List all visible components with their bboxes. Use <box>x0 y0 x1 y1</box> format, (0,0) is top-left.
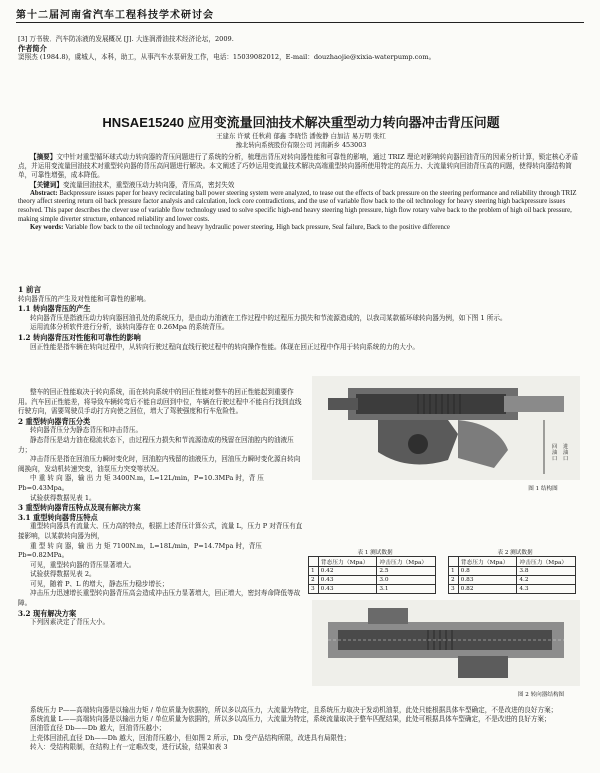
table-cell: 4.2 <box>517 576 576 585</box>
table-header-row <box>309 557 436 567</box>
paragraph-1: 转向器背压是指液压动力转向器回油孔处的系统压力，是由动力油液在工作过程中的过程压力损失和节流源造成的，以我司某款循环球转向器为例，如下图 1 所示。 <box>30 313 507 322</box>
figure-1-drawing <box>308 374 584 482</box>
paragraph-7: 冲击背压是指在回油压力瞬时变化时，回油腔内残留的油液压力，回油压力瞬时变化源自转向阀换向，发动机转速突变，油泵压力突变等状况。 <box>18 455 301 473</box>
table-cell: 1 <box>449 567 459 576</box>
section-1-2-heading: 1.2 转向器背压对性能和可靠性的影响 <box>18 332 141 342</box>
front-matter <box>18 35 584 62</box>
paragraph-21: 转入：受结构限制，在结构上有一定难改变，进行试验，结果如表 3 <box>30 742 228 751</box>
keywords-en-label: Key words: <box>30 224 64 232</box>
abstract-cn-text: 文中针对重型循环球式动力转向器的背压问题进行了系统的分析，梳理出背压对转向器性能和可靠性的影响，通过 TRIZ 理论对影响转向器回油背压的因素分析计算，锁定核心矛盾点，并运用变流量回油技术对重型转向器的背压高问题进行解决。本文阐述了巧妙运用变流量技术解决高端重型转向器所使用特定的高压力、大流量转向回油背压高的问题，使得转向器结构简单，可靠性增强，成本降低。 <box>18 153 579 180</box>
table-row <box>309 567 436 576</box>
table-cell: 0.43 <box>318 585 377 594</box>
keywords-cn-text: 变流量回油技术，重型液压动力转向器，背压高，密封失效 <box>62 180 235 189</box>
paragraph-15: 冲击压力迅速增长重型转向器背压高会造成冲击压力显著增大，回正增大，密封寿命降低等故障。 <box>18 589 301 608</box>
table-cell: 0.82 <box>458 585 517 594</box>
section-3-1-heading: 3.1 重型转向器背压特点 <box>18 512 98 522</box>
table-2-caption: 表 2 测试数据 <box>497 550 533 556</box>
table-1-grid <box>308 556 436 594</box>
table-header-cell <box>449 557 459 567</box>
table-header-row <box>449 557 576 567</box>
paragraph-20: 上壳体回油孔直径 Dh——Dh 越大，回油背压越小，但如图 2 所示，Dh 受产品结构所限，改进具有局限性； <box>30 733 351 742</box>
table-cell: 3 <box>309 585 319 594</box>
paper-affiliation: 豫北转向系统股份有限公司 河南新乡 453003 <box>235 141 367 149</box>
table-header-cell: 冲击压力（Mpa） <box>377 557 436 567</box>
table-1-caption: 表 1 测试数据 <box>357 550 393 556</box>
table-header-cell <box>309 557 319 567</box>
table-header-cell: 背态压力（Mpa） <box>458 557 517 567</box>
table-cell: 2.5 <box>377 567 436 576</box>
section-1-1-heading: 1.1 转向器背压的产生 <box>18 304 91 314</box>
figure-1-label-return: 回油口 <box>552 444 558 462</box>
section-1-heading: 1 前言 <box>18 285 42 294</box>
table-cell: 0.8 <box>458 567 517 576</box>
section-3-2-heading: 3.2 现有解决方案 <box>18 608 77 618</box>
paragraph-10: 重型转向器具有流量大、压力高的特点，根据上述背压计算公式，流量 L，压力 P 对背压有直接影响，以某款转向器为例， <box>18 522 303 540</box>
paragraph-13: 试验获得数据见表 2。 <box>30 570 96 579</box>
table-cell: 3 <box>449 585 459 594</box>
abstract-block <box>18 153 584 233</box>
abstract-en-label: Abstract: <box>30 189 58 197</box>
paragraph-12: 可见，重型转向器的背压显著增大。 <box>30 560 136 569</box>
table-2 <box>448 548 582 594</box>
paragraph-14: 可见，随着 P、L 的增大，静态压力稳步增长； <box>30 579 169 588</box>
figure-2 <box>308 598 584 698</box>
table-row <box>449 567 576 576</box>
paragraph-8: 中 重 转 向 器，输 出 力 矩 3400N.m，L=12L/min，P=10.3MPa 时，背 压 Pb=0.43Mpa。 <box>18 474 264 492</box>
paper-title: HNSAE15240 应用变流量回油技术解决重型动力转向器冲击背压问题 <box>102 115 500 130</box>
figure-1-label-inlet: 进油口 <box>563 444 569 462</box>
abstract-en-text: Backpressure issues paper for heavy recirculating ball power steering system were analyzed, to tease out the effects of back pressure on the steering performance and reliability through TRIZ theory affect steering return oil back pressure factor analysis and calculation, lock core contradictions, and the use of variable flow back to the oil technology for heavy steering high backpressure issues resolved. This paper describes the clever use of variable flow technology used to solve specific high-end heavy steering high pressure, high flow rotary valve back to the problem of high oil back pressure, making simple diverter structure, enhanced reliability and lower costs. <box>18 189 577 223</box>
section-3-heading: 3 重型转向器背压特点及现有解决方案 <box>18 503 141 513</box>
bottom-block <box>18 706 584 752</box>
keywords-en-text: Variable flow back to the oil technology and heavy hydraulic power steering, High back pressure, Seal failure, Back to the positive difference <box>65 224 450 232</box>
table-cell: 4.3 <box>517 585 576 594</box>
section-2-heading: 2 重型转向器背压分类 <box>18 416 91 426</box>
table-cell: 0.43 <box>318 576 377 585</box>
section-1-intro: 转向器背压的产生及对性能和可靠性的影响。 <box>18 294 150 303</box>
table-cell: 3.0 <box>377 576 436 585</box>
table-row <box>449 576 576 585</box>
table-2-grid <box>448 556 576 594</box>
paragraph-5: 转向器背压分为静态背压和冲击背压。 <box>30 426 143 435</box>
figure-2-drawing <box>308 598 584 688</box>
paragraph-11: 重 型 转 向 器，输 出 力 矩 7100N.m，L=18L/min，P=14.7Mpa 时，背压 Pb=0.82MPa。 <box>18 541 262 560</box>
table-header-cell: 冲击压力（Mpa） <box>517 557 576 567</box>
paragraph-6: 静态背压是动力油在稳流状态下，由过程压力损失和节流源造成的残留在回油腔内的油液压力； <box>18 435 294 454</box>
table-cell: 0.42 <box>318 567 377 576</box>
table-row <box>309 576 436 585</box>
paragraph-18: 系统流量 L——高端转向器是以输出力矩 / 单位质量为依据的，所以多以高压力，大流量为特定，系统流量取决于整车匹配结果，此处可根据具体车型确定，不是改进的良好方案； <box>30 715 551 724</box>
table-row <box>449 585 576 594</box>
table-header-cell: 背态压力（Mpa） <box>318 557 377 567</box>
paragraph-19: 回油管直径 Db——Db 越大，回油背压越小； <box>30 724 166 733</box>
figure-1-caption: 图 1 结构图 <box>528 486 558 492</box>
figure-1 <box>308 374 584 492</box>
table-row <box>309 585 436 594</box>
paper-authors: 王建东 许斌 任秋莉 郁鑫 李晓岱 潘俊静 白加洁 易万明 张红 <box>216 132 386 140</box>
figure-2-caption: 图 2 转向器结构图 <box>517 692 565 698</box>
paragraph-9: 试验获得数据见表 1。 <box>30 493 96 502</box>
header-rule <box>16 22 584 23</box>
paragraph-4: 整车的回正性能取决于转向系统，而在转向系统中的回正性能对整车的回正性能起到重要作用。汽车回正性能差，将导致车辆转弯后不能自动回到中位，车辆在行驶过程中不能自行找到直线行驶方向，需要驾驶员手动打方向使之回位，增大了驾驶强度和行车危险性。 <box>18 388 302 416</box>
table-1 <box>308 548 442 594</box>
author-info-text: 窦照杰 (1984.8)，虞城人，本科，助工，从事汽车水泵研发工作，电话：15039082012，E-mail：douzhaojie@xixia-waterpump.com。 <box>18 53 436 61</box>
table-cell: 0.83 <box>458 576 517 585</box>
table-cell: 2 <box>309 576 319 585</box>
table-cell: 3.8 <box>517 567 576 576</box>
table-cell: 3.1 <box>377 585 436 594</box>
reference: [3] 万书骏．汽车防冻液的发展概况 [J]. 大连润滑油技术经济论坛，2009. <box>18 35 234 43</box>
abstract-cn-label: 【摘要】 <box>30 153 57 161</box>
table-cell: 2 <box>449 576 459 585</box>
paragraph-3: 回正性能是指车辆在转向过程中，从转向行驶过程向直线行驶过程中的转向操作性能。体现在回正过程中作用于转向系统的力的大小。 <box>30 342 420 351</box>
keywords-cn-label: 【关键词】 <box>30 180 63 189</box>
paragraph-16: 下列因素决定了背压大小。 <box>30 618 110 627</box>
paragraph-2: 运用流体分析软件进行分析，该转向器存在 0.26Mpa 的系统背压。 <box>30 323 229 332</box>
left-column <box>18 388 304 628</box>
paragraph-17: 系统压力 P——高端转向器是以输出力矩 / 单位质量为依据的，所以多以高压力，大流量为特定，且系统压力取决于发动机油泵，此处只能根据具体车型确定，不是改进的良好方案； <box>30 706 558 714</box>
author-info-heading: 作者简介 <box>18 44 47 53</box>
journal-header: 第十二届河南省汽车工程科技学术研讨会 <box>16 10 214 21</box>
intro-block <box>18 285 584 352</box>
table-cell: 1 <box>309 567 319 576</box>
